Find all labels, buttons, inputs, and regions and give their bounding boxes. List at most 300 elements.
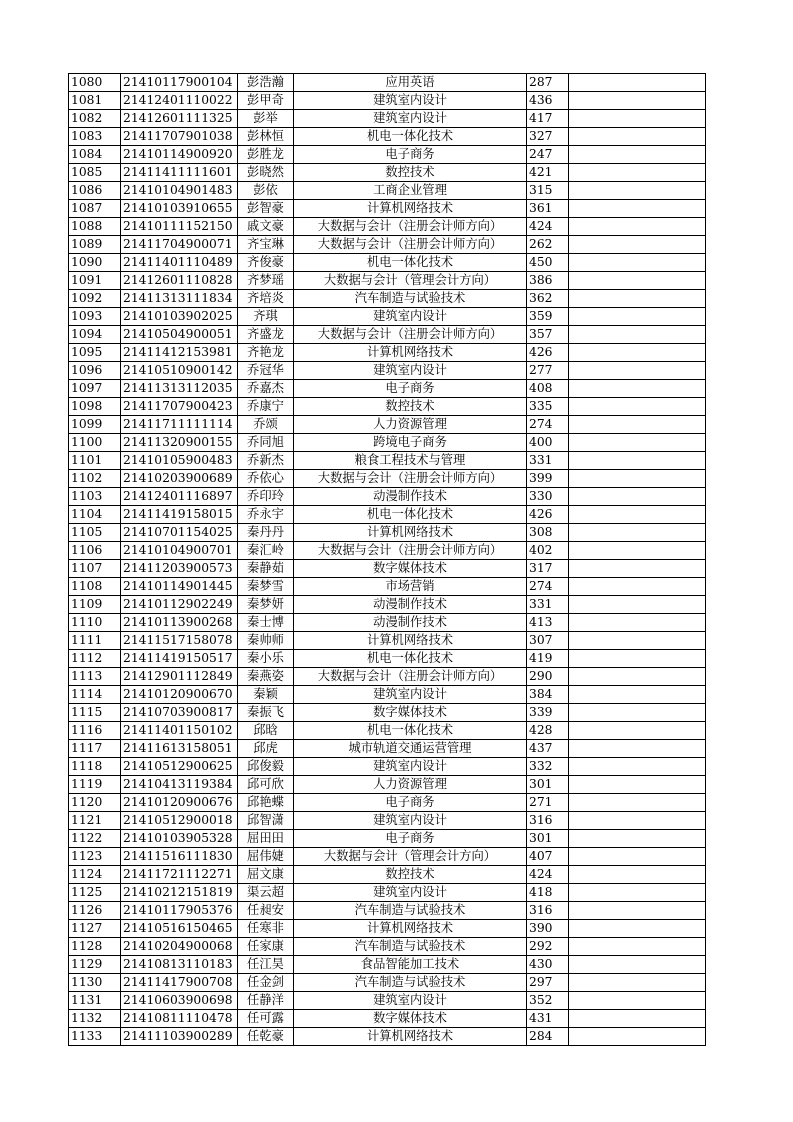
score-cell: 331 [527, 596, 569, 614]
table-row [69, 920, 706, 938]
exam-id-cell: 21410516150465 [121, 920, 238, 938]
table-row [69, 236, 706, 254]
seq-cell: 1098 [69, 398, 121, 416]
seq-cell: 1118 [69, 758, 121, 776]
student-name-cell: 秦静茹 [238, 560, 294, 578]
seq-cell: 1085 [69, 164, 121, 182]
note-cell [569, 452, 706, 470]
note-cell [569, 956, 706, 974]
major-cell: 建筑室内设计 [294, 92, 527, 110]
table-row [69, 200, 706, 218]
table-row [69, 488, 706, 506]
score-cell: 290 [527, 668, 569, 686]
table-row [69, 344, 706, 362]
table-row [69, 218, 706, 236]
major-cell: 人力资源管理 [294, 776, 527, 794]
student-name-cell: 彭举 [238, 110, 294, 128]
major-cell: 大数据与会计（注册会计师方向） [294, 326, 527, 344]
student-name-cell: 乔嘉杰 [238, 380, 294, 398]
exam-id-cell: 21411417900708 [121, 974, 238, 992]
score-cell: 315 [527, 182, 569, 200]
seq-cell: 1089 [69, 236, 121, 254]
student-name-cell: 邱智潇 [238, 812, 294, 830]
score-cell: 327 [527, 128, 569, 146]
student-name-cell: 彭依 [238, 182, 294, 200]
major-cell: 数字媒体技术 [294, 1010, 527, 1028]
score-cell: 317 [527, 560, 569, 578]
major-cell: 建筑室内设计 [294, 812, 527, 830]
score-cell: 247 [527, 146, 569, 164]
score-cell: 436 [527, 92, 569, 110]
seq-cell: 1128 [69, 938, 121, 956]
exam-id-cell: 21411313111834 [121, 290, 238, 308]
major-cell: 计算机网络技术 [294, 524, 527, 542]
exam-id-cell: 21410117900104 [121, 74, 238, 92]
roster-body [69, 74, 706, 1046]
major-cell: 大数据与会计（注册会计师方向） [294, 470, 527, 488]
table-row [69, 668, 706, 686]
note-cell [569, 1028, 706, 1046]
note-cell [569, 938, 706, 956]
exam-id-cell: 21411419150517 [121, 650, 238, 668]
seq-cell: 1095 [69, 344, 121, 362]
exam-id-cell: 21412401116897 [121, 488, 238, 506]
score-cell: 407 [527, 848, 569, 866]
seq-cell: 1099 [69, 416, 121, 434]
note-cell [569, 560, 706, 578]
major-cell: 大数据与会计（管理会计方向） [294, 272, 527, 290]
seq-cell: 1111 [69, 632, 121, 650]
student-name-cell: 齐培炎 [238, 290, 294, 308]
table-row [69, 110, 706, 128]
note-cell [569, 794, 706, 812]
note-cell [569, 110, 706, 128]
score-cell: 277 [527, 362, 569, 380]
exam-id-cell: 21410212151819 [121, 884, 238, 902]
note-cell [569, 1010, 706, 1028]
exam-id-cell: 21411721112271 [121, 866, 238, 884]
table-row [69, 596, 706, 614]
seq-cell: 1083 [69, 128, 121, 146]
score-cell: 357 [527, 326, 569, 344]
score-cell: 339 [527, 704, 569, 722]
note-cell [569, 992, 706, 1010]
major-cell: 建筑室内设计 [294, 686, 527, 704]
student-name-cell: 乔颂 [238, 416, 294, 434]
major-cell: 建筑室内设计 [294, 110, 527, 128]
student-name-cell: 乔同旭 [238, 434, 294, 452]
table-row [69, 146, 706, 164]
note-cell [569, 272, 706, 290]
student-name-cell: 屈文康 [238, 866, 294, 884]
seq-cell: 1132 [69, 1010, 121, 1028]
note-cell [569, 92, 706, 110]
note-cell [569, 704, 706, 722]
seq-cell: 1124 [69, 866, 121, 884]
exam-id-cell: 21410811110478 [121, 1010, 238, 1028]
note-cell [569, 308, 706, 326]
seq-cell: 1102 [69, 470, 121, 488]
table-row [69, 92, 706, 110]
score-cell: 428 [527, 722, 569, 740]
seq-cell: 1108 [69, 578, 121, 596]
exam-id-cell: 21411313112035 [121, 380, 238, 398]
major-cell: 计算机网络技术 [294, 632, 527, 650]
score-cell: 308 [527, 524, 569, 542]
seq-cell: 1082 [69, 110, 121, 128]
score-cell: 316 [527, 812, 569, 830]
note-cell [569, 902, 706, 920]
score-cell: 450 [527, 254, 569, 272]
student-name-cell: 任家康 [238, 938, 294, 956]
score-cell: 399 [527, 470, 569, 488]
score-cell: 408 [527, 380, 569, 398]
note-cell [569, 866, 706, 884]
exam-id-cell: 21411411111601 [121, 164, 238, 182]
major-cell: 数控技术 [294, 398, 527, 416]
exam-id-cell: 21410103910655 [121, 200, 238, 218]
exam-id-cell: 21410510900142 [121, 362, 238, 380]
exam-id-cell: 21410204900068 [121, 938, 238, 956]
score-cell: 437 [527, 740, 569, 758]
score-cell: 362 [527, 290, 569, 308]
student-name-cell: 任可露 [238, 1010, 294, 1028]
note-cell [569, 758, 706, 776]
seq-cell: 1127 [69, 920, 121, 938]
seq-cell: 1119 [69, 776, 121, 794]
note-cell [569, 254, 706, 272]
exam-id-cell: 21410117905376 [121, 902, 238, 920]
score-cell: 426 [527, 344, 569, 362]
student-name-cell: 任乾豪 [238, 1028, 294, 1046]
seq-cell: 1100 [69, 434, 121, 452]
note-cell [569, 920, 706, 938]
table-row [69, 650, 706, 668]
student-name-cell: 戚文豪 [238, 218, 294, 236]
student-name-cell: 秦士博 [238, 614, 294, 632]
student-name-cell: 齐盛龙 [238, 326, 294, 344]
score-cell: 424 [527, 218, 569, 236]
student-name-cell: 邱晗 [238, 722, 294, 740]
note-cell [569, 128, 706, 146]
table-row [69, 1010, 706, 1028]
seq-cell: 1081 [69, 92, 121, 110]
exam-id-cell: 21411517158078 [121, 632, 238, 650]
table-row [69, 308, 706, 326]
seq-cell: 1086 [69, 182, 121, 200]
table-row [69, 686, 706, 704]
note-cell [569, 524, 706, 542]
table-row [69, 632, 706, 650]
exam-id-cell: 21410120900676 [121, 794, 238, 812]
major-cell: 食品智能加工技术 [294, 956, 527, 974]
major-cell: 机电一体化技术 [294, 506, 527, 524]
note-cell [569, 722, 706, 740]
table-row [69, 830, 706, 848]
table-row [69, 704, 706, 722]
major-cell: 汽车制造与试验技术 [294, 902, 527, 920]
exam-id-cell: 21411412153981 [121, 344, 238, 362]
major-cell: 机电一体化技术 [294, 128, 527, 146]
note-cell [569, 218, 706, 236]
table-row [69, 776, 706, 794]
table-row [69, 326, 706, 344]
exam-id-cell: 21411320900155 [121, 434, 238, 452]
major-cell: 机电一体化技术 [294, 722, 527, 740]
seq-cell: 1122 [69, 830, 121, 848]
seq-cell: 1091 [69, 272, 121, 290]
student-name-cell: 邱虎 [238, 740, 294, 758]
exam-id-cell: 21410203900689 [121, 470, 238, 488]
exam-id-cell: 21412601110828 [121, 272, 238, 290]
seq-cell: 1088 [69, 218, 121, 236]
seq-cell: 1101 [69, 452, 121, 470]
seq-cell: 1125 [69, 884, 121, 902]
student-name-cell: 齐琪 [238, 308, 294, 326]
major-cell: 大数据与会计（管理会计方向） [294, 848, 527, 866]
seq-cell: 1096 [69, 362, 121, 380]
exam-id-cell: 21411613158051 [121, 740, 238, 758]
seq-cell: 1115 [69, 704, 121, 722]
exam-id-cell: 21411711111114 [121, 416, 238, 434]
major-cell: 市场营销 [294, 578, 527, 596]
score-cell: 297 [527, 974, 569, 992]
major-cell: 建筑室内设计 [294, 992, 527, 1010]
major-cell: 城市轨道交通运营管理 [294, 740, 527, 758]
seq-cell: 1133 [69, 1028, 121, 1046]
exam-id-cell: 21410703900817 [121, 704, 238, 722]
exam-id-cell: 21410120900670 [121, 686, 238, 704]
seq-cell: 1121 [69, 812, 121, 830]
table-row [69, 1028, 706, 1046]
student-name-cell: 渠云超 [238, 884, 294, 902]
note-cell [569, 668, 706, 686]
student-name-cell: 秦小乐 [238, 650, 294, 668]
table-row [69, 470, 706, 488]
major-cell: 动漫制作技术 [294, 488, 527, 506]
table-row [69, 362, 706, 380]
student-name-cell: 齐宝琳 [238, 236, 294, 254]
major-cell: 大数据与会计（注册会计师方向） [294, 236, 527, 254]
score-cell: 274 [527, 416, 569, 434]
table-row [69, 812, 706, 830]
exam-id-cell: 21410512900625 [121, 758, 238, 776]
major-cell: 大数据与会计（注册会计师方向） [294, 542, 527, 560]
note-cell [569, 830, 706, 848]
student-name-cell: 屈田田 [238, 830, 294, 848]
major-cell: 电子商务 [294, 794, 527, 812]
note-cell [569, 182, 706, 200]
seq-cell: 1113 [69, 668, 121, 686]
score-cell: 418 [527, 884, 569, 902]
exam-id-cell: 21411419158015 [121, 506, 238, 524]
table-row [69, 434, 706, 452]
table-row [69, 164, 706, 182]
note-cell [569, 290, 706, 308]
table-row [69, 578, 706, 596]
table-row [69, 398, 706, 416]
major-cell: 电子商务 [294, 146, 527, 164]
score-cell: 390 [527, 920, 569, 938]
table-row [69, 938, 706, 956]
student-name-cell: 任寒非 [238, 920, 294, 938]
score-cell: 335 [527, 398, 569, 416]
note-cell [569, 398, 706, 416]
exam-id-cell: 21410813110183 [121, 956, 238, 974]
student-name-cell: 乔新杰 [238, 452, 294, 470]
student-name-cell: 秦振飞 [238, 704, 294, 722]
exam-id-cell: 21410701154025 [121, 524, 238, 542]
score-cell: 271 [527, 794, 569, 812]
seq-cell: 1106 [69, 542, 121, 560]
exam-id-cell: 21411203900573 [121, 560, 238, 578]
major-cell: 粮食工程技术与管理 [294, 452, 527, 470]
major-cell: 动漫制作技术 [294, 614, 527, 632]
score-cell: 284 [527, 1028, 569, 1046]
seq-cell: 1120 [69, 794, 121, 812]
seq-cell: 1131 [69, 992, 121, 1010]
major-cell: 人力资源管理 [294, 416, 527, 434]
note-cell [569, 776, 706, 794]
table-row [69, 902, 706, 920]
table-row [69, 740, 706, 758]
table-row [69, 380, 706, 398]
student-name-cell: 秦颖 [238, 686, 294, 704]
seq-cell: 1094 [69, 326, 121, 344]
major-cell: 大数据与会计（注册会计师方向） [294, 668, 527, 686]
table-row [69, 542, 706, 560]
student-name-cell: 秦丹丹 [238, 524, 294, 542]
seq-cell: 1116 [69, 722, 121, 740]
table-row [69, 758, 706, 776]
table-row [69, 416, 706, 434]
student-name-cell: 乔冠华 [238, 362, 294, 380]
seq-cell: 1109 [69, 596, 121, 614]
note-cell [569, 146, 706, 164]
exam-id-cell: 21410114901445 [121, 578, 238, 596]
note-cell [569, 164, 706, 182]
table-row [69, 956, 706, 974]
student-name-cell: 屈伟婕 [238, 848, 294, 866]
score-cell: 431 [527, 1010, 569, 1028]
seq-cell: 1112 [69, 650, 121, 668]
student-name-cell: 齐梦瑶 [238, 272, 294, 290]
table-row [69, 452, 706, 470]
score-cell: 417 [527, 110, 569, 128]
student-name-cell: 邱可欣 [238, 776, 294, 794]
score-cell: 316 [527, 902, 569, 920]
note-cell [569, 74, 706, 92]
student-name-cell: 彭浩瀚 [238, 74, 294, 92]
seq-cell: 1092 [69, 290, 121, 308]
score-cell: 359 [527, 308, 569, 326]
roster-table [68, 73, 706, 1046]
seq-cell: 1107 [69, 560, 121, 578]
score-cell: 419 [527, 650, 569, 668]
score-cell: 262 [527, 236, 569, 254]
student-name-cell: 任昶安 [238, 902, 294, 920]
exam-id-cell: 21410105900483 [121, 452, 238, 470]
major-cell: 大数据与会计（注册会计师方向） [294, 218, 527, 236]
seq-cell: 1104 [69, 506, 121, 524]
note-cell [569, 506, 706, 524]
score-cell: 426 [527, 506, 569, 524]
note-cell [569, 326, 706, 344]
table-row [69, 272, 706, 290]
seq-cell: 1123 [69, 848, 121, 866]
note-cell [569, 686, 706, 704]
exam-id-cell: 21410104900701 [121, 542, 238, 560]
table-row [69, 722, 706, 740]
table-row [69, 182, 706, 200]
note-cell [569, 974, 706, 992]
seq-cell: 1105 [69, 524, 121, 542]
seq-cell: 1130 [69, 974, 121, 992]
exam-id-cell: 21410103902025 [121, 308, 238, 326]
note-cell [569, 614, 706, 632]
major-cell: 建筑室内设计 [294, 362, 527, 380]
note-cell [569, 542, 706, 560]
student-name-cell: 彭晓然 [238, 164, 294, 182]
major-cell: 数字媒体技术 [294, 704, 527, 722]
score-cell: 430 [527, 956, 569, 974]
note-cell [569, 740, 706, 758]
exam-id-cell: 21411516111830 [121, 848, 238, 866]
major-cell: 电子商务 [294, 830, 527, 848]
student-name-cell: 彭智豪 [238, 200, 294, 218]
exam-id-cell: 21411401110489 [121, 254, 238, 272]
score-cell: 352 [527, 992, 569, 1010]
score-cell: 274 [527, 578, 569, 596]
student-name-cell: 秦梦妍 [238, 596, 294, 614]
note-cell [569, 434, 706, 452]
student-name-cell: 任静洋 [238, 992, 294, 1010]
exam-id-cell: 21410111152150 [121, 218, 238, 236]
exam-id-cell: 21412401110022 [121, 92, 238, 110]
student-name-cell: 秦帅师 [238, 632, 294, 650]
note-cell [569, 812, 706, 830]
note-cell [569, 200, 706, 218]
table-row [69, 254, 706, 272]
seq-cell: 1114 [69, 686, 121, 704]
major-cell: 应用英语 [294, 74, 527, 92]
exam-id-cell: 21411103900289 [121, 1028, 238, 1046]
exam-id-cell: 21411704900071 [121, 236, 238, 254]
exam-id-cell: 21410103905328 [121, 830, 238, 848]
student-name-cell: 邱艳蝶 [238, 794, 294, 812]
note-cell [569, 650, 706, 668]
score-cell: 400 [527, 434, 569, 452]
table-row [69, 794, 706, 812]
score-cell: 332 [527, 758, 569, 776]
table-row [69, 128, 706, 146]
seq-cell: 1087 [69, 200, 121, 218]
major-cell: 动漫制作技术 [294, 596, 527, 614]
major-cell: 汽车制造与试验技术 [294, 290, 527, 308]
exam-id-cell: 21410113900268 [121, 614, 238, 632]
major-cell: 工商企业管理 [294, 182, 527, 200]
seq-cell: 1093 [69, 308, 121, 326]
exam-id-cell: 21410104901483 [121, 182, 238, 200]
table-row [69, 560, 706, 578]
note-cell [569, 470, 706, 488]
major-cell: 数控技术 [294, 866, 527, 884]
note-cell [569, 884, 706, 902]
table-row [69, 974, 706, 992]
exam-id-cell: 21410114900920 [121, 146, 238, 164]
score-cell: 361 [527, 200, 569, 218]
table-row [69, 992, 706, 1010]
